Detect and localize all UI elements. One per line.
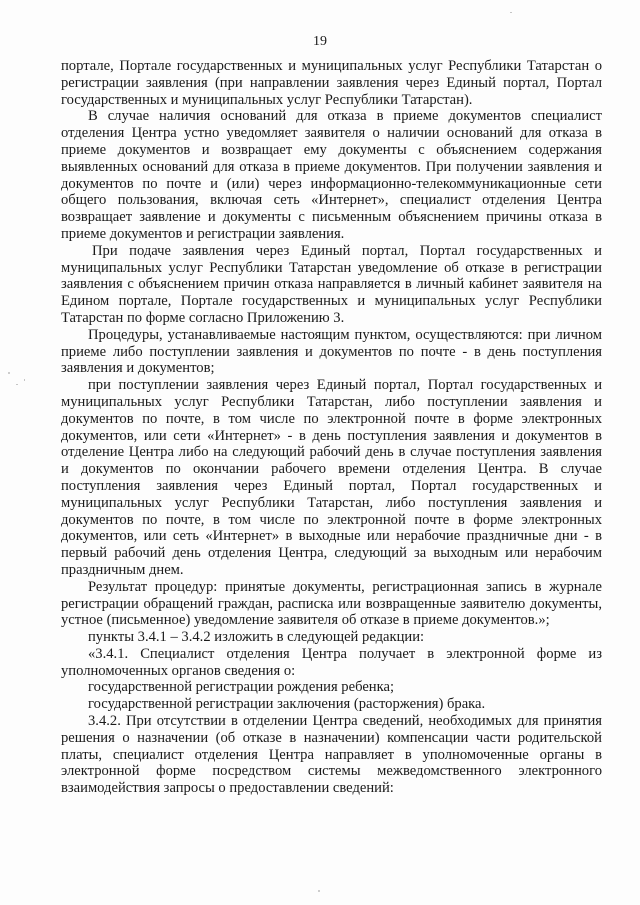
scan-speck xyxy=(24,379,25,381)
scan-speck xyxy=(318,890,320,892)
paragraph-continuation: порталe, Портале государственных и муниципальных услуг Республики Татарстан о регистрации заявления (при направлении заявления через Единый портал, Портал государственных и муниципальных услуг Республики Татарстан). xyxy=(61,58,602,108)
scan-speck xyxy=(16,384,18,385)
document-body xyxy=(61,58,602,797)
paragraph-portal-refusal: При подаче заявления через Единый портал, Портал государственных и муниципальных услуг Республики Татарстан уведомление об отказе в регистрации заявления с объяснением причин отказа направляется в личный кабинет заявителя на Едином портале, Портале государственных и муниципальных услуг Республики Татарстан по форме согласно Приложению 3. xyxy=(61,242,602,326)
page-number: 19 xyxy=(313,34,327,49)
paragraph-procedures: Процедуры, устанавливаемые настоящим пунктом, осуществляются: при личном приеме либо поступлении заявления и документов по почте - в день поступления заявления и документов; xyxy=(61,326,602,377)
paragraph-3-4-1: «3.4.1. Специалист отделения Центра получает в электронной форме из уполномоченных органов сведения о: xyxy=(61,645,602,679)
paragraph-result: Результат процедур: принятые документы, регистрационная запись в журнале регистрации обращений граждан, расписка или возвращенные заявителю документы, устное (письменное) уведомление заявителя об отказе в приеме документов.»; xyxy=(61,578,602,629)
scan-speck xyxy=(510,12,512,13)
list-item-birth-registration: государственной регистрации рождения ребенка; xyxy=(88,679,395,696)
scan-speck xyxy=(8,372,10,374)
paragraph-portal-receipt: при поступлении заявления через Единый портал, Портал государственных и муниципальных услуг Республики Татарстан, либо поступлении заявления и документов по почте, в том числе по электронной почте в форме электронных документов, или сети «Интернет» - в день поступления заявления и документов в отделение Центра либо на следующий рабочий день в случае поступления заявления и документов по окончании рабочего времени отделения Центра. В случае поступления заявления через Единый портал, Портал государственных и муниципальных услуг Республики Татарстан, либо поступления заявления и документов по почте, в том числе по электронной почте в форме электронных документов, или сеть «Интернет» в выходные или нерабочие праздничные дни - в первый рабочий день отделения Центра, следующий за выходным или нерабочим праздничным днем. xyxy=(61,377,602,578)
list-item-marriage-registration: государственной регистрации заключения (расторжения) брака. xyxy=(88,696,486,713)
paragraph-amendment: пункты 3.4.1 – 3.4.2 изложить в следующей редакции: xyxy=(88,629,425,646)
paragraph-refusal-grounds: В случае наличия оснований для отказа в приеме документов специалист отделения Центра устно уведомляет заявителя о наличии оснований для отказа в приеме документов и возвращает ему документы с объяснением содержания выявленных оснований для отказа в приеме документов. При получении заявления и документов по почте и (или) через информационно-телекоммуникационные сети общего пользования, включая сеть «Интернет», специалист отделения Центра возвращает заявление и документы с письменным объяснением причины отказа в приеме документов и регистрации заявления. xyxy=(61,108,602,242)
paragraph-3-4-2: 3.4.2. При отсутствии в отделении Центра сведений, необходимых для принятия решения о назначении (об отказе в назначении) компенсации части родительской платы, специалист отделения Центра направляет в уполномоченные органы в электронной форме посредством системы межведомственного электронного взаимодействия запросы о предоставлении сведений: xyxy=(61,713,602,797)
